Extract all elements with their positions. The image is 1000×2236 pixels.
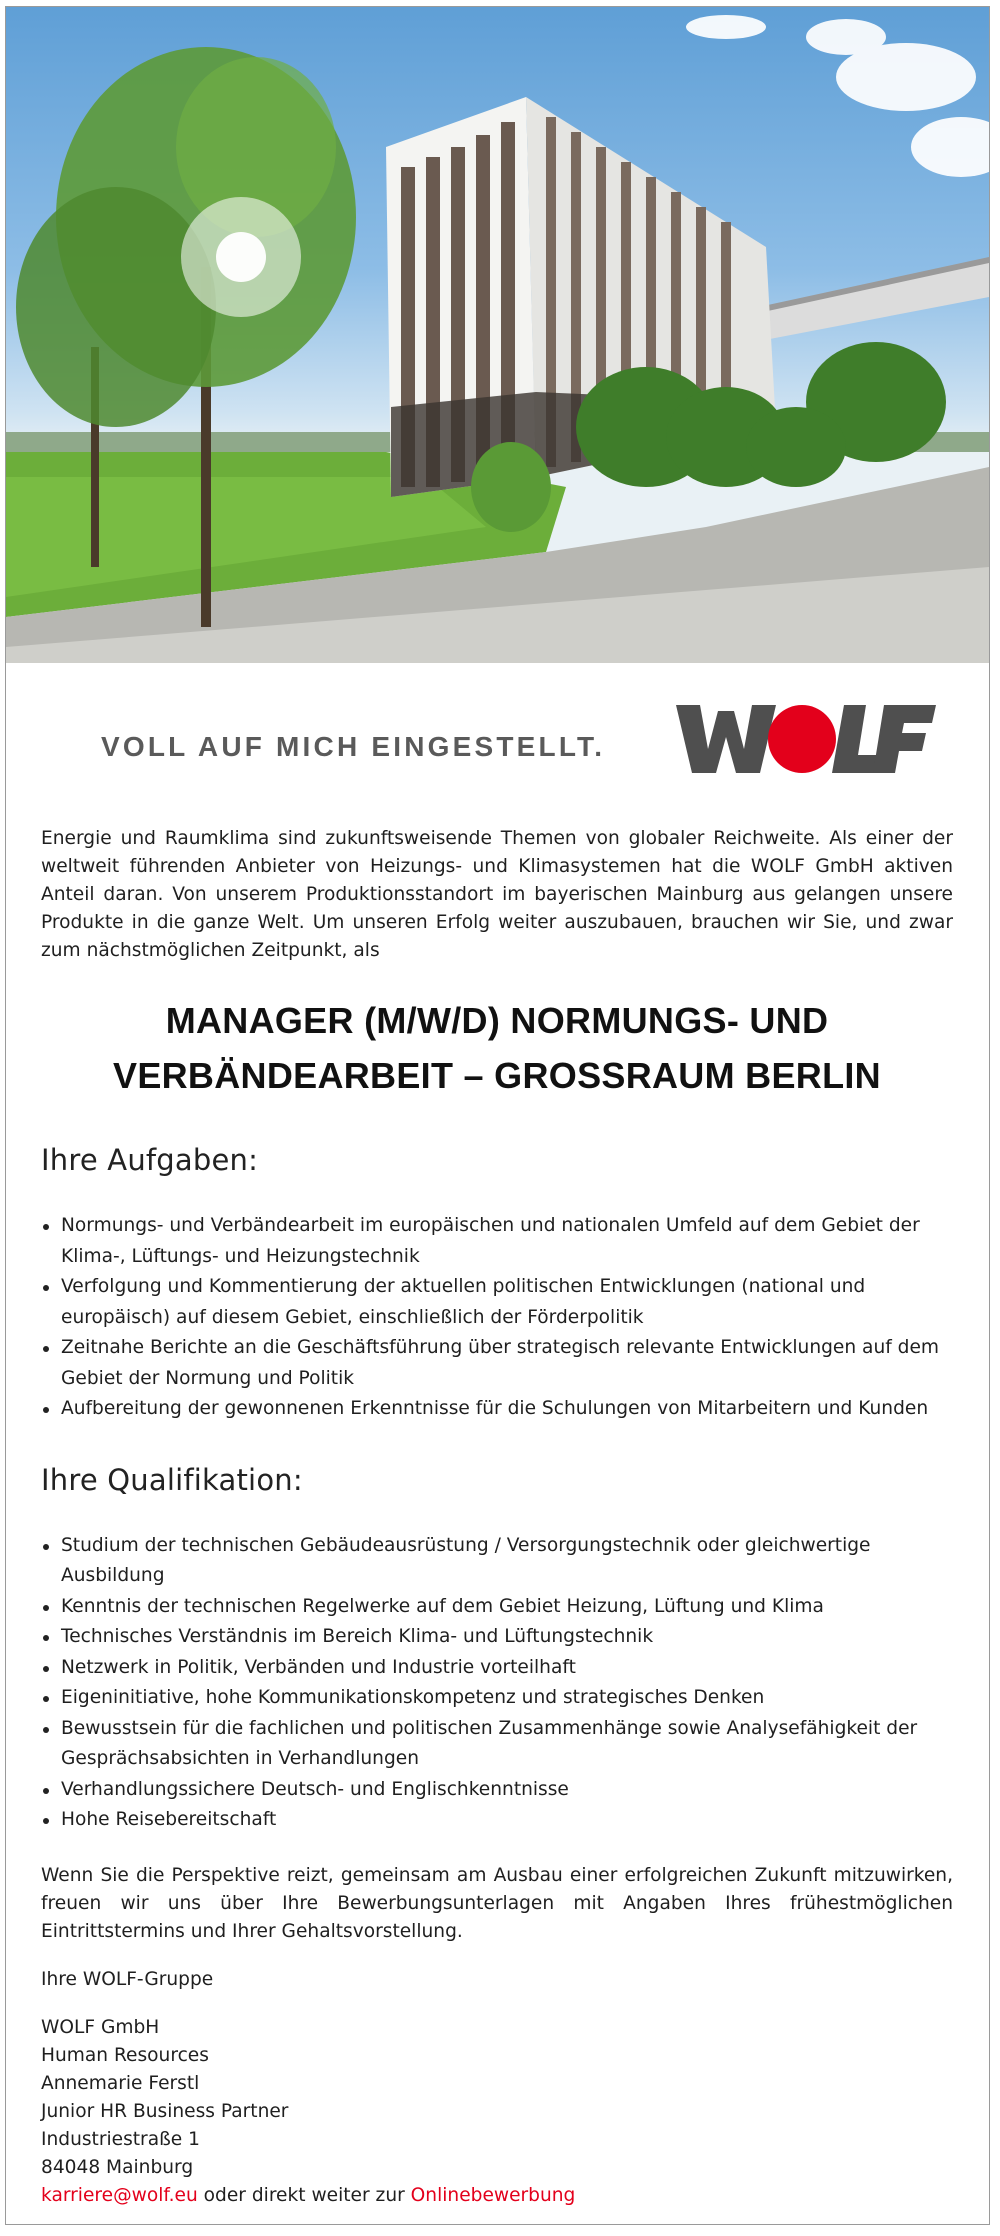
wolf-logo[interactable] <box>670 701 938 777</box>
contact-name: Annemarie Ferstl <box>41 2072 200 2094</box>
job-title-line-2: VERBÄNDEARBEIT – GROSSRAUM BERLIN <box>113 1055 881 1096</box>
greeting: Ihre WOLF-Gruppe <box>41 1968 214 1990</box>
qualifications-list <box>41 1531 953 1836</box>
list-item: Netzwerk in Politik, Verbänden und Industrie vorteilhaft <box>41 1653 953 1684</box>
list-item: Verfolgung und Kommentierung der aktuellen politischen Entwicklungen (national und europäisch) auf diesem Gebiet, einschließlich der Förderpolitik <box>41 1272 953 1333</box>
contact-company: WOLF GmbH <box>41 2016 160 2038</box>
list-item: Hohe Reisebereitschaft <box>41 1805 953 1836</box>
list-item: Zeitnahe Berichte an die Geschäftsführung über strategisch relevante Entwicklungen auf dem Gebiet der Normung und Politik <box>41 1333 953 1394</box>
contact-department: Human Resources <box>41 2044 209 2066</box>
office-building-photo <box>6 7 989 663</box>
intro-paragraph: Energie und Raumklima sind zukunftsweisende Themen von globaler Reichweite. Als einer der weltweit führenden Anbieter von Heizungs- und Klimasystemen hat die WOLF GmbH aktiven Anteil daran. Von unserem Produktionsstandort im bayerischen Mainburg aus gelangen unsere Produkte in die ganze Welt. Um unseren Erfolg weiter auszubauen, brauchen wir Sie, und zwar zum nächstmöglichen Zeitpunkt, als <box>41 828 953 961</box>
email-link[interactable]: karriere@wolf.eu <box>41 2184 198 2206</box>
tasks-list <box>41 1211 953 1425</box>
list-item: Normungs- und Verbändearbeit im europäischen und nationalen Umfeld auf dem Gebiet der Klima-, Lüftungs- und Heizungstechnik <box>41 1211 953 1272</box>
list-item: Studium der technischen Gebäudeausrüstung / Versorgungstechnik oder gleichwertige Ausbildung <box>41 1531 953 1592</box>
contact-links <box>41 2182 953 2210</box>
qualifications-heading: Ihre Qualifikation: <box>41 1462 303 1497</box>
online-application-link[interactable]: Onlinebewerbung <box>410 2184 576 2206</box>
list-item: Bewusstsein für die fachlichen und politischen Zusammenhänge sowie Analysefähigkeit der Gesprächsabsichten in Verhandlungen <box>41 1714 953 1775</box>
list-item: Aufbereitung der gewonnenen Erkenntnisse für die Schulungen von Mitarbeitern und Kunden <box>41 1394 953 1425</box>
closing-paragraph: Wenn Sie die Perspektive reizt, gemeinsam am Ausbau einer erfolgreichen Zukunft mitzuwirken, freuen wir uns über Ihre Bewerbungsunterlagen mit Angaben Ihres frühestmöglichen Eintrittstermins und Ihrer Gehaltsvorstellung. <box>41 1864 953 1942</box>
brand-slogan: VOLL AUF MICH EINGESTELLT. <box>101 731 606 762</box>
link-connector: oder direkt weiter zur <box>203 2184 405 2206</box>
job-ad-page <box>5 6 990 2225</box>
hero-photo <box>6 7 989 663</box>
job-title-line-1: MANAGER (M/W/D) NORMUNGS- UND <box>165 1000 829 1041</box>
list-item: Verhandlungssichere Deutsch- und Englischkenntnisse <box>41 1775 953 1806</box>
list-item: Kenntnis der technischen Regelwerke auf dem Gebiet Heizung, Lüftung und Klima <box>41 1592 953 1623</box>
contact-address <box>41 2014 953 2210</box>
job-title <box>41 993 953 1103</box>
list-item: Eigeninitiative, hohe Kommunikationskompetenz und strategisches Denken <box>41 1683 953 1714</box>
ad-content <box>41 825 953 2210</box>
contact-role: Junior HR Business Partner <box>41 2100 289 2122</box>
tasks-heading: Ihre Aufgaben: <box>41 1143 259 1177</box>
list-item: Technisches Verständnis im Bereich Klima- und Lüftungstechnik <box>41 1622 953 1653</box>
contact-street: Industriestraße 1 <box>41 2128 200 2150</box>
contact-city: 84048 Mainburg <box>41 2156 194 2178</box>
